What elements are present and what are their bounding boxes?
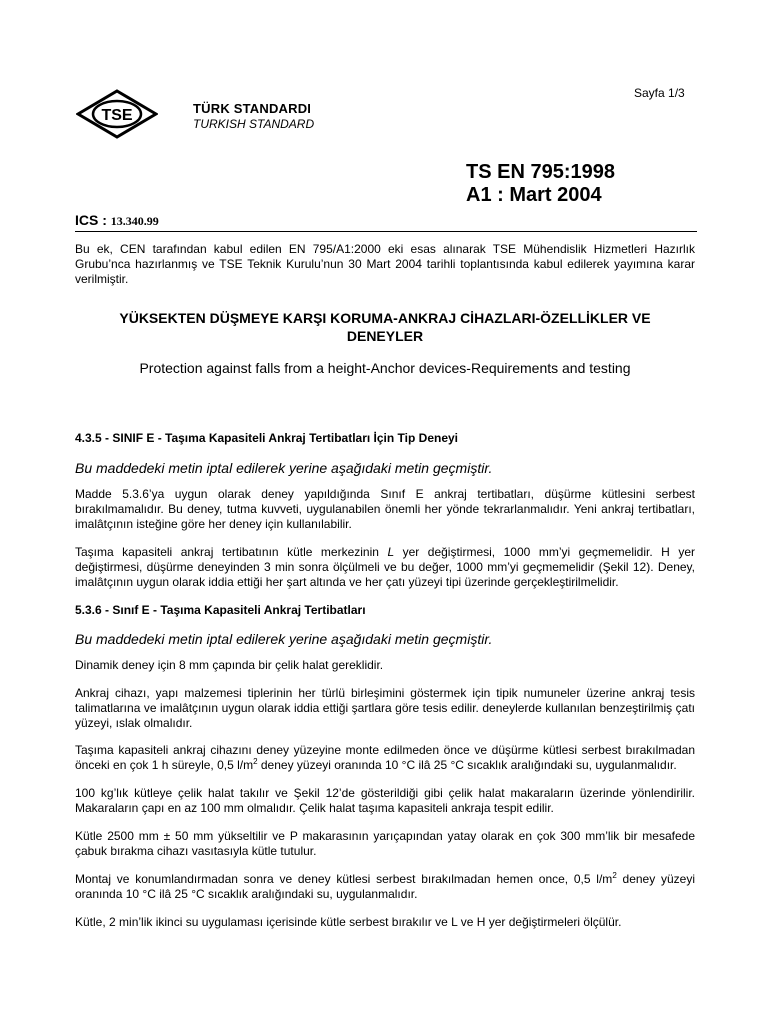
paragraph: Kütle 2500 mm ± 50 mm yükseltilir ve P makarasının yarıçapından yatay olarak en çok 300 mm’lik bir mesafede çabuk bırakma cihazı vasıtasıyla kütle tutulur.: [75, 829, 695, 858]
paragraph: Montaj ve konumlandırmadan sonra ve deney kütlesi serbest bırakılmadan hemen once, 0,5 $l/m^2$ deney yüzeyi oranında 10 °C ilâ 25 °C sıcaklık aralığındaki su, uygulanmalıdır.: [75, 871, 695, 901]
variable-l: L: [387, 545, 395, 559]
amendment-note: Bu maddedeki metin iptal edilerek yerine aşağıdaki metin geçmiştir.: [75, 460, 493, 476]
paragraph: Kütle, 2 min’lik ikinci su uygulaması içerisinde kütle serbest bırakılır ve L ve H yer değiştirmeleri ölçülür.: [75, 915, 622, 929]
paragraph: Madde 5.3.6’ya uygun olarak deney yapıldığında Sınıf E ankraj tertibatları, düşürme kütlesini serbest bırakılmamalıdır. Bu deney, tutma kuvveti, uygulanabilen önemli her yönde tekrarlanmalıdır. Yeni ankraj tertibatları, imalâtçının isteğine göre her deney için kullanılabilir.: [75, 487, 695, 531]
intro-paragraph: Bu ek, CEN tarafından kabul edilen EN 795/A1:2000 eki esas alınarak TSE Mühendislik Hizmetleri Hazırlık Grubu’nca hazırlanmış ve TSE Teknik Kurulu’nun 30 Mart 2004 tarihli toplantısında kabul edilerek yayımına karar verilmiştir.: [75, 242, 695, 286]
ics-label: ICS :: [75, 212, 107, 228]
section-heading-5-3-6: 5.3.6 - Sınıf E - Taşıma Kapasiteli Ankraj Tertibatları: [75, 603, 366, 617]
section-heading-4-3-5: 4.3.5 - SINIF E - Taşıma Kapasiteli Ankraj Tertibatları İçin Tip Deneyi: [75, 431, 459, 445]
header-divider: [75, 231, 697, 232]
standard-code: TS EN 795:1998: [466, 161, 615, 183]
paragraph: 100 kg’lık kütleye çelik halat takılır ve Şekil 12’de gösterildiği gibi çelik halat makaraların üzerinde yönlendirilir. Makaraların çapı en az 100 mm olmalıdır. Çelik halat taşıma kapasiteli ankraja tespit edilir.: [75, 786, 695, 815]
tse-logo: [76, 89, 158, 139]
amendment-note: Bu maddedeki metin iptal edilerek yerine aşağıdaki metin geçmiştir.: [75, 631, 493, 647]
title-tr-line1: YÜKSEKTEN DÜŞMEYE KARŞI KORUMA-ANKRAJ CİHAZLARI-ÖZELLİKLER VE: [119, 310, 651, 326]
document-title-en: Protection against falls from a height-Anchor devices-Requirements and testing: [139, 360, 631, 376]
amendment-date: A1 : Mart 2004: [466, 184, 602, 206]
standard-subtitle: TURKISH STANDARD: [193, 117, 315, 131]
page-number: Sayfa 1/3: [634, 86, 685, 100]
paragraph: Taşıma kapasiteli ankraj cihazını deney yüzeyine monte edilmeden önce ve düşürme kütlesi serbest bırakılmadan önceki en çok 1 h süreyle, 0,5 $l/m^2$ deney yüzeyi oranında 10 °C ilâ 25 °C sıcaklık aralığındaki su, uygulanmalıdır.: [75, 743, 695, 772]
standard-title: TÜRK STANDARDI: [193, 101, 312, 116]
title-tr-line2: DENEYLER: [346, 328, 424, 344]
ics-value: 13.340.99: [110, 214, 159, 228]
tse-logo-text: TSE: [101, 107, 133, 124]
ics-line: [75, 212, 159, 229]
document-title-tr: [75, 309, 695, 345]
document-body: [75, 431, 695, 930]
paragraph: Ankraj cihazı, yapı malzemesi tiplerinin her türlü birleşimini göstermek için tipik numuneler üzerine ankraj tesis talimatlarına ve imalâtçının uygun olarak iddia ettiği şartlara göre tesis edilir. deneylerde kullanılan benzeştirilmiş çatı yüzeyi, ıslak olmalıdır.: [75, 686, 695, 730]
paragraph: Taşıma kapasiteli ankraj tertibatının kütle merkezinin L yer değiştirmesi, 1000 mm’yi geçmemelidir. H yer değiştirmesi, düşürme deneyinden 3 min sonra ölçülmeli ve bu değer, 1000 mm’yi geçmemelidir (Şekil 12). Deney, imalâtçının uygun olarak iddia ettiği her şart altında ve her çatı yüzeyi tipi üzerinde gerçekleştirilmelidir.: [75, 545, 695, 589]
paragraph: Dinamik deney için 8 mm çapında bir çelik halat gereklidir.: [75, 658, 384, 672]
